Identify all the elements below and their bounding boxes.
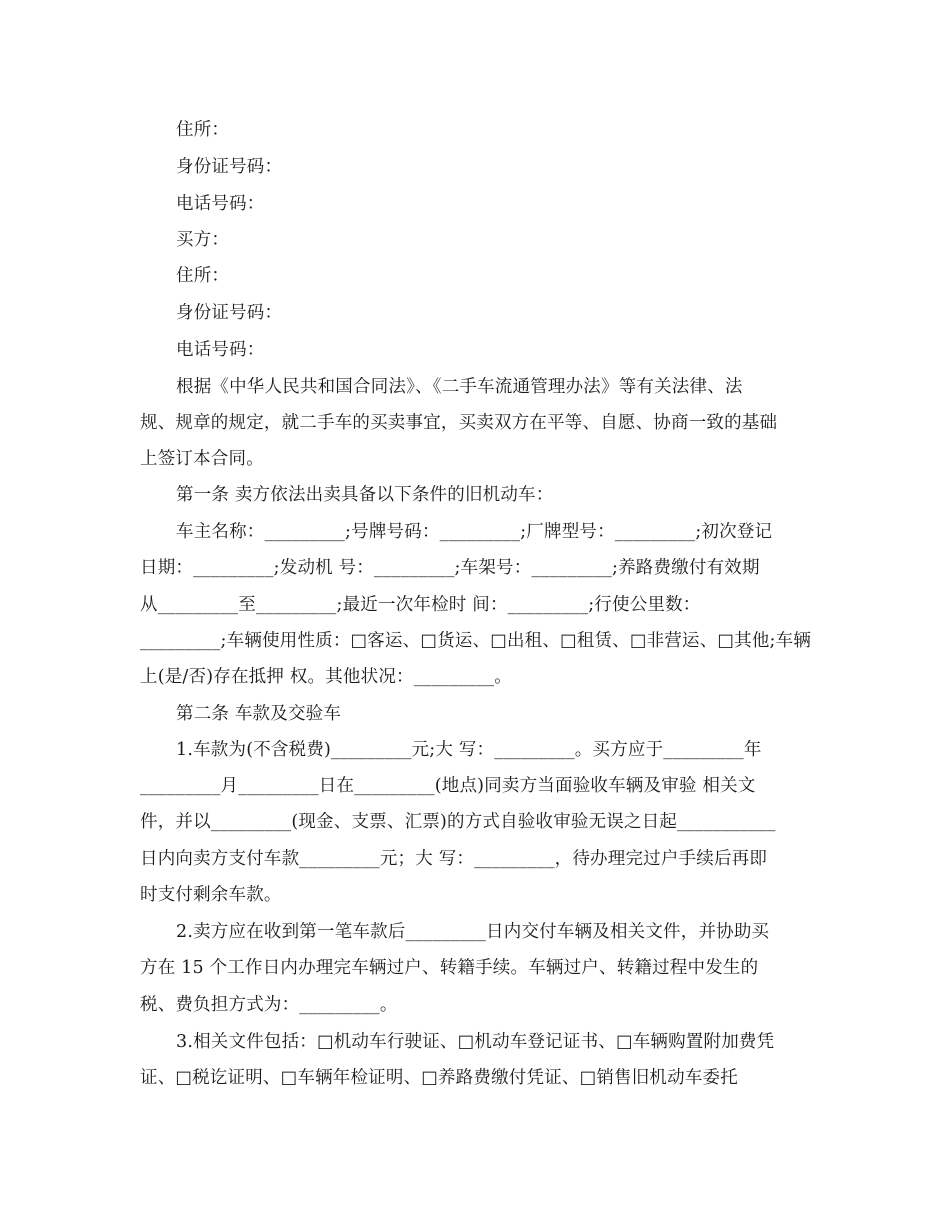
clause-1-line-5: 时支付剩余车款。 — [140, 885, 282, 905]
clause-3-line-2: 证、□税讫证明、□车辆年检证明、□养路费缴付凭证、□销售旧机动车委托 — [140, 1068, 738, 1088]
clause-1-line-4: 日内向卖方支付车款_________元；大 写：_________，待办理完过户手续后再即 — [140, 849, 768, 869]
article-1-line-2: 日期：_________;发动机 号：_________;车架号：_________;养路费缴付有效期 — [140, 558, 760, 578]
clause-1-line-2: _________月_________日在_________(地点)同卖方当面验收车辆及审验 相关文 — [140, 776, 756, 796]
preamble-line-2: 规、规章的规定，就二手车的买卖事宜，买卖双方在平等、自愿、协商一致的基础 — [140, 413, 778, 433]
article-1-line-3: 从_________至_________;最近一次年检时 间：_________;行使公里数： — [140, 595, 701, 615]
article-1-heading: 第一条 卖方依法出卖具备以下条件的旧机动车： — [176, 485, 554, 505]
article-2-heading: 第二条 车款及交验车 — [176, 704, 342, 724]
preamble-line-1: 根据《中华人民共和国合同法》、《二手车流通管理办法》等有关法律、法 — [176, 377, 743, 397]
buyer-address-label: 住所： — [176, 266, 230, 286]
article-1-line-5: 上(是/否)存在抵押 权。其他状况：_________。 — [140, 667, 512, 687]
clause-2-line-1: 2.卖方应在收到第一笔车款后_________日内交付车辆及相关文件，并协助买 — [176, 922, 770, 942]
preamble-line-3: 上签订本合同。 — [140, 449, 264, 469]
seller-address-label: 住所： — [176, 120, 230, 140]
clause-1-line-1: 1.车款为(不含税费)_________元;大 写：_________。买方应于_________年 — [176, 740, 762, 760]
buyer-id-label: 身份证号码： — [176, 303, 283, 323]
buyer-label: 买方： — [176, 230, 230, 250]
clause-2-line-3: 税、费负担方式为：_________。 — [140, 995, 398, 1015]
seller-id-label: 身份证号码： — [176, 157, 283, 177]
clause-1-line-3: 件，并以_________(现金、支票、汇票)的方式自验收审验无误之日起___________ — [140, 812, 776, 832]
clause-3-line-1: 3.相关文件包括：□机动车行驶证、□机动车登记证书、□车辆购置附加费凭 — [176, 1032, 775, 1052]
article-1-line-1: 车主名称：_________;号牌号码：_________;厂牌型号：_________;初次登记 — [176, 522, 773, 542]
article-1-line-4: _________;车辆使用性质：□客运、□货运、□出租、□租赁、□非营运、□其他;车辆 — [140, 631, 812, 651]
buyer-phone-label: 电话号码： — [176, 340, 265, 360]
seller-phone-label: 电话号码： — [176, 194, 265, 214]
clause-2-line-2: 方在 15 个工作日内办理完车辆过户、转籍手续。车辆过户、转籍过程中发生的 — [140, 958, 759, 978]
